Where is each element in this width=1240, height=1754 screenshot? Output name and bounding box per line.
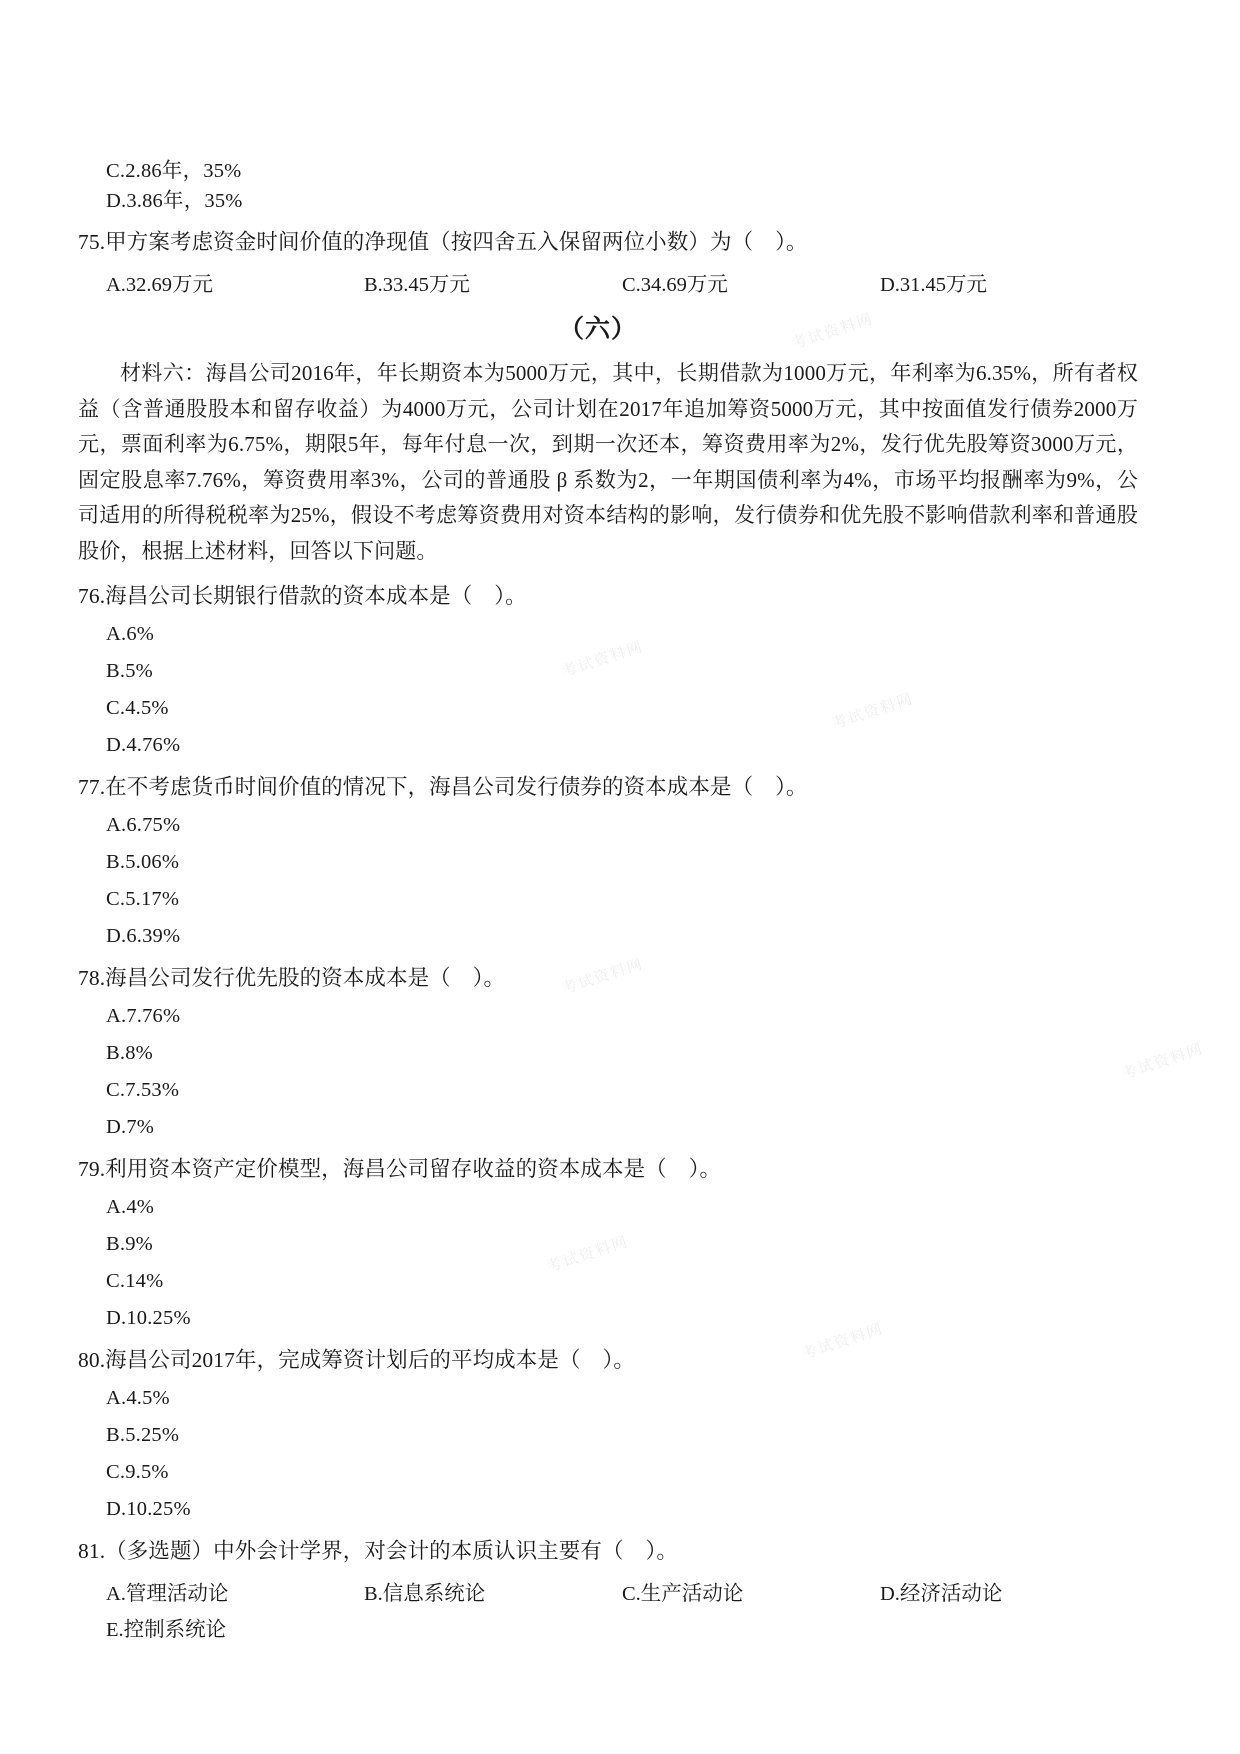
option-item: A.4% <box>106 1196 155 1218</box>
question-81 <box>78 1536 1138 1645</box>
watermark: 考试资料网 <box>544 1233 631 1276</box>
option-item: B.5% <box>106 660 153 682</box>
option-item: B.33.45万元 <box>364 274 470 296</box>
option-item: C.生产活动论 <box>622 1583 744 1605</box>
option-item: C.34.69万元 <box>622 274 728 296</box>
option-item: D.10.25% <box>106 1307 191 1329</box>
option-item: B.5.25% <box>106 1424 180 1446</box>
option-item: B.5.06% <box>106 851 180 873</box>
option-item: E.控制系统论 <box>106 1619 227 1641</box>
option-item: D.经济活动论 <box>880 1583 1003 1605</box>
option-item: D.4.76% <box>106 734 181 756</box>
page-content <box>78 156 1138 1645</box>
option-item: A.6.75% <box>106 814 181 836</box>
watermark: 考试资料网 <box>559 638 646 681</box>
question-stem: 76.海昌公司长期银行借款的资本成本是（ ）。 <box>78 584 527 608</box>
option-item: A.32.69万元 <box>106 274 214 296</box>
option-item: D.3.86年，35% <box>106 190 243 212</box>
watermark: 考试资料网 <box>799 1320 886 1363</box>
option-item: D.6.39% <box>106 925 181 947</box>
question-76 <box>78 581 1138 760</box>
option-row <box>106 270 1138 300</box>
section-heading: （六） <box>558 316 637 343</box>
material-paragraph: 材料六：海昌公司2016年，年长期资本为5000万元，其中，长期借款为1000万元，年利率为6.35%，所有者权益（含普通股股本和留存收益）为4000万元，公司计划在2017年追加筹资5000万元，其中按面值发行债券2000万元，票面利率为6.75%，期限5年，每年付息一次，到期一次还本，筹资费用率为2%，发行优先股筹资3000万元，固定股息率7.76%，筹资费用率3%，公司的普通股 β 系数为2，一年期国债利率为4%，市场平均报酬率为9%，公司适用的所得税税率为25%，假设不考虑筹资费用对资本结构的影响，发行债券和优先股不影响借款利率和普通股股价，根据上述材料，回答以下问题。 <box>78 361 1138 563</box>
option-row <box>106 1579 1138 1609</box>
option-item: C.14% <box>106 1270 164 1292</box>
question-stem: 78.海昌公司发行优先股的资本成本是（ ）。 <box>78 966 506 990</box>
option-item: C.4.5% <box>106 697 169 719</box>
option-item: A.6% <box>106 623 155 645</box>
option-item: D.31.45万元 <box>880 274 988 296</box>
option-item: C.2.86年，35% <box>106 160 242 182</box>
question-stem: 75.甲方案考虑资金时间价值的净现值（按四舍五入保留两位小数）为（ ）。 <box>78 230 808 254</box>
option-item: B.8% <box>106 1042 153 1064</box>
question-75 <box>78 227 1138 300</box>
option-item: A.4.5% <box>106 1387 170 1409</box>
question-stem: 79.利用资本资产定价模型，海昌公司留存收益的资本成本是（ ）。 <box>78 1157 722 1181</box>
option-item: C.5.17% <box>106 888 180 910</box>
option-item: C.9.5% <box>106 1461 169 1483</box>
question-stem: 77.在不考虑货币时间价值的情况下，海昌公司发行债券的资本成本是（ ）。 <box>78 775 808 799</box>
question-78 <box>78 963 1138 1142</box>
option-item: A.管理活动论 <box>106 1583 229 1605</box>
watermark: 考试资料网 <box>829 690 916 733</box>
watermark: 考试资料网 <box>559 955 646 998</box>
option-item: C.7.53% <box>106 1079 180 1101</box>
question-stem: 80.海昌公司2017年，完成筹资计划后的平均成本是（ ）。 <box>78 1348 635 1372</box>
option-item: B.信息系统论 <box>364 1583 486 1605</box>
question-stem: 81.（多选题）中外会计学界，对会计的本质认识主要有（ ）。 <box>78 1539 678 1563</box>
option-item: A.7.76% <box>106 1005 181 1027</box>
option-item: D.7% <box>106 1116 155 1138</box>
watermark: 考试资料网 <box>1119 1040 1206 1083</box>
question-79 <box>78 1154 1138 1333</box>
option-item: D.10.25% <box>106 1498 191 1520</box>
option-item: B.9% <box>106 1233 153 1255</box>
watermark: 考试资料网 <box>789 310 876 353</box>
question-80 <box>78 1345 1138 1524</box>
question-77 <box>78 772 1138 951</box>
